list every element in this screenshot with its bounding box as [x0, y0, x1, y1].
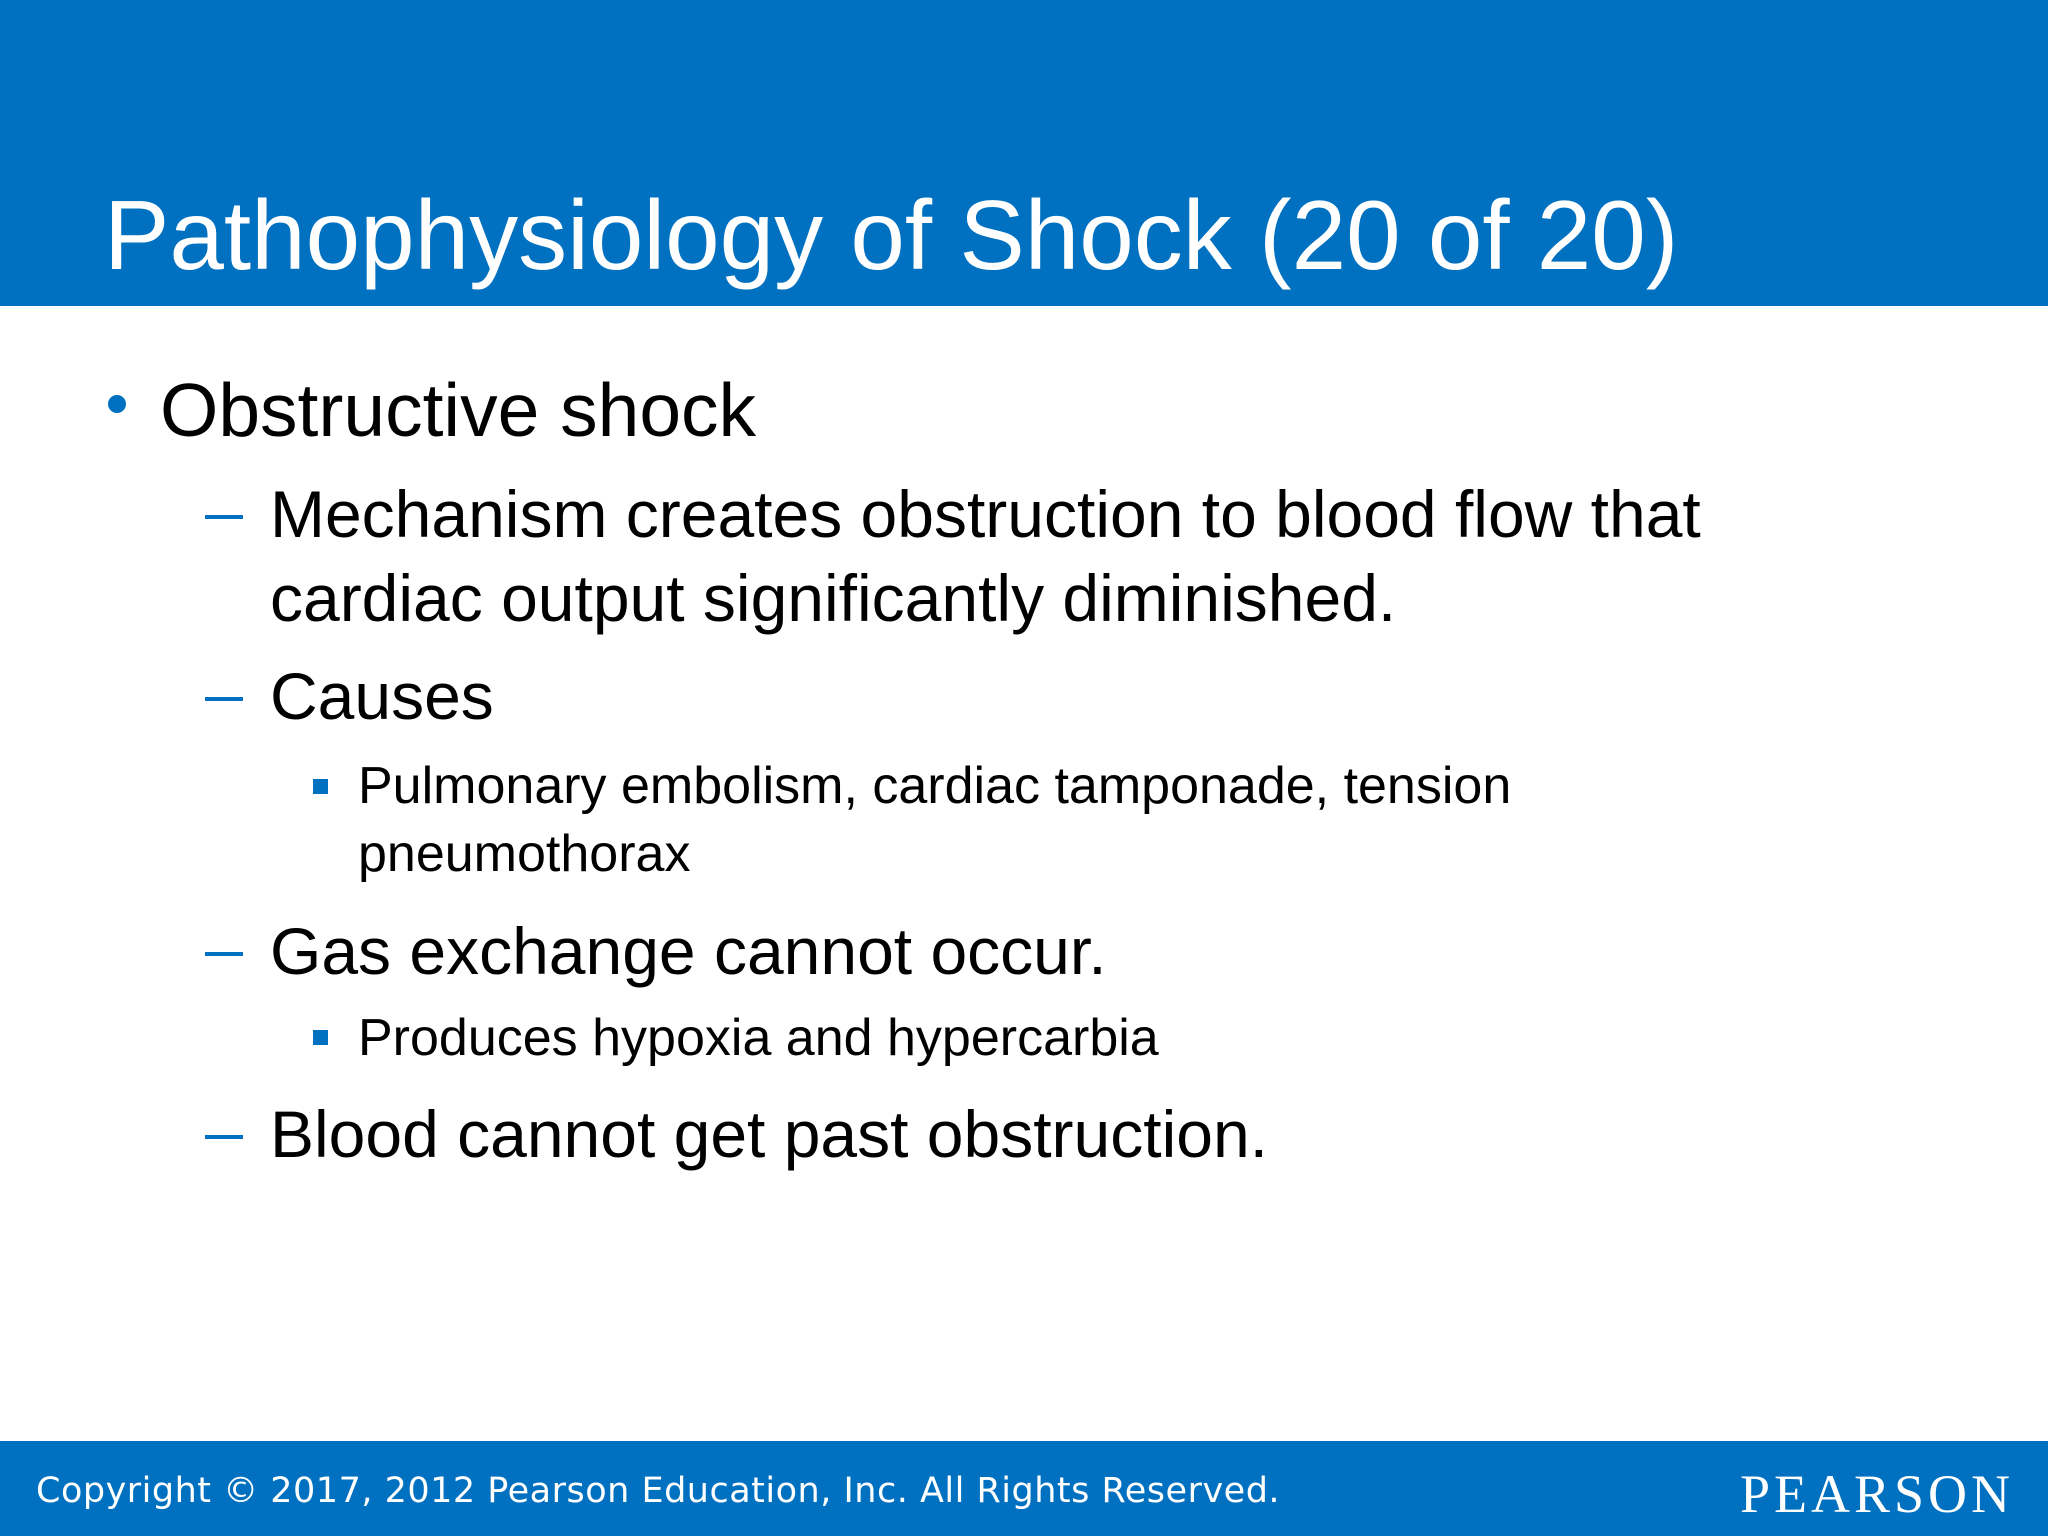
square-bullet-icon: [313, 1030, 328, 1045]
square-bullet-icon: [313, 779, 328, 794]
causes-item-line2: pneumothorax: [358, 825, 691, 883]
bullet-dot-icon: [108, 395, 126, 413]
sub-mechanism-line1: Mechanism creates obstruction to blood flow that: [270, 477, 1701, 551]
sub-causes: Causes: [270, 659, 494, 733]
sub-blood-cannot-pass: Blood cannot get past obstruction.: [270, 1097, 1268, 1171]
dash-icon: [205, 952, 243, 956]
gas-exchange-item: Produces hypoxia and hypercarbia: [358, 1009, 1159, 1067]
causes-item-line1: Pulmonary embolism, cardiac tamponade, tension: [358, 757, 1512, 815]
copyright-text: Copyright © 2017, 2012 Pearson Education, Inc. All Rights Reserved.: [36, 1471, 1281, 1511]
bullet-obstructive-shock: Obstructive shock: [160, 368, 757, 452]
sub-gas-exchange: Gas exchange cannot occur.: [270, 914, 1107, 988]
pearson-logo: PEARSON: [1739, 1464, 2014, 1524]
slide-title: Pathophysiology of Shock (20 of 20): [104, 180, 1679, 290]
sub-mechanism-line2: cardiac output significantly diminished.: [270, 561, 1397, 635]
dash-icon: [205, 697, 243, 701]
dash-icon: [205, 1135, 243, 1139]
dash-icon: [205, 515, 243, 519]
